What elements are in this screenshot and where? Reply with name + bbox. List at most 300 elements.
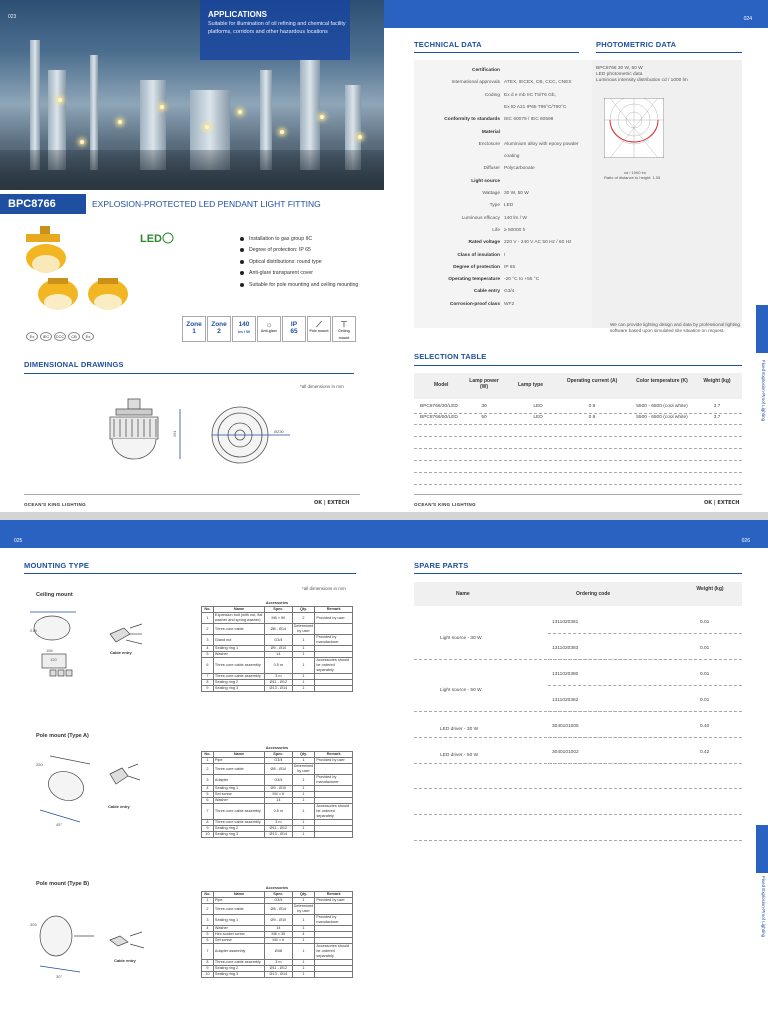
accessories-cell: Sealing ring 1	[213, 915, 264, 926]
accessories-cell: Provided by user	[315, 758, 353, 764]
part-name: LED driver - 30 W	[440, 727, 479, 732]
accessories-cell: Determined by user	[293, 904, 314, 913]
accessories-cell: Washer	[213, 926, 264, 932]
tech-value: Aluminium alloy with epoxy powder	[504, 141, 579, 147]
pole-mount-b-drawing	[30, 896, 160, 986]
accessories-cell: Adapter	[213, 775, 264, 786]
accessories-cell: Ø8 - Ø14	[265, 624, 293, 635]
tech-row	[414, 228, 592, 240]
accessories-col-header: Qty.	[292, 892, 315, 898]
accessories-cell: Sealing ring 2	[213, 680, 264, 686]
svg-text:305: 305	[30, 922, 37, 927]
accessories-cell: 6	[202, 938, 214, 944]
ordering-code: 3040101005	[552, 724, 579, 729]
selection-cell: LED	[533, 415, 543, 420]
dimension-note: *all dimensions in mm	[300, 384, 344, 389]
selection-cell: 0.9	[588, 404, 596, 409]
accessories-cell: M6 × 50	[265, 613, 293, 624]
part-name: LED driver - 50 W	[440, 753, 479, 758]
product-images	[26, 222, 136, 322]
tech-value: -20 °C to +55 °C	[504, 277, 540, 283]
accessories-cell: Provided by user	[315, 898, 353, 904]
accessories-cell	[315, 972, 353, 978]
photometric-data-title: PHOTOMETRIC DATA	[596, 40, 677, 49]
tech-label: Light source	[471, 178, 500, 184]
tech-label: Life	[492, 227, 500, 233]
accessories-cell: 8	[202, 680, 214, 686]
accessories-col-header: Qty.	[292, 607, 315, 613]
weight-value: 0.01	[700, 646, 710, 651]
accessories-col-header: Remark	[315, 607, 353, 613]
spare-parts-title: SPARE PARTS	[414, 561, 469, 570]
tech-value: 30 W, 50 W	[504, 191, 529, 196]
accessories-cell: Accessories should be ordered separately	[315, 944, 353, 960]
dimension-note: *all dimensions in mm	[302, 586, 346, 591]
accessories-cell: Three-core cable	[213, 904, 264, 915]
feature-item: Suitable for pole mounting and ceiling mounting	[240, 282, 358, 293]
tech-row	[414, 117, 592, 129]
ordering-code: 1311020381	[552, 620, 579, 625]
tech-label: Coding	[484, 92, 500, 98]
accessories-cell: Ø13 - Ø14	[265, 832, 293, 838]
page-number: 023	[8, 14, 17, 20]
accessories-cell: 1	[292, 652, 315, 658]
accessories-cell: 2	[202, 624, 214, 635]
accessories-cell: Ø11 - Ø12	[265, 680, 293, 686]
accessories-cell: 1	[292, 832, 315, 838]
tech-label: Cable entry	[473, 289, 500, 295]
tech-row	[414, 105, 592, 117]
feature-item: Installation to gas group IIC	[240, 236, 358, 247]
tech-label: Conformity to standards	[444, 117, 500, 123]
tech-value: ATEX, IECEX, CB, CCC, CNEX	[504, 80, 572, 86]
tech-label: Rated voltage	[468, 240, 500, 246]
accessories-cell: 7	[202, 804, 214, 820]
technical-data-title: TECHNICAL DATA	[414, 40, 482, 49]
accessories-cell: 4	[202, 786, 214, 792]
atex-badge-icon: Ex	[26, 332, 38, 341]
tech-value: WF2	[504, 301, 515, 307]
tech-value: G3/4	[504, 289, 515, 295]
cable-entry-label: Cable entry	[114, 958, 136, 963]
accessories-cell: 5	[202, 652, 214, 658]
accessories-col-header: Name	[213, 752, 264, 758]
header-band	[384, 0, 768, 28]
tech-value: Ex tD A21 IP65 T95°C/T80°C	[504, 104, 567, 110]
accessories-cell: G3/4	[265, 635, 293, 646]
table-row	[202, 832, 353, 838]
accessories-cell: 1	[292, 686, 315, 692]
accessories-cell: 1	[292, 658, 315, 674]
weight-value: 0.40	[700, 724, 710, 729]
table-row	[202, 904, 353, 915]
accessories-cell: Adapter assembly	[213, 944, 264, 960]
accessories-cell: 9	[202, 686, 214, 692]
accessories-cell: M6 × 35	[265, 932, 293, 938]
accessories-cell: 5	[202, 792, 214, 798]
accessories-col-header: Spec.	[265, 892, 293, 898]
selection-cell: 50	[481, 415, 487, 420]
spare-header	[414, 582, 742, 606]
tech-label: Diffuser	[483, 166, 500, 172]
accessories-col-header: Name	[213, 607, 264, 613]
footer-brand: OCEAN'S KING LIGHTING	[24, 502, 86, 507]
accessories-cell: Ø9 - Ø10	[265, 915, 293, 926]
header-band	[384, 520, 768, 548]
accessories-col-header: Remark	[315, 892, 353, 898]
accessories-cell: 0.5 m	[265, 658, 293, 674]
selection-cell: 5500 - 6500 (cool white)	[636, 415, 688, 420]
selection-table-title: SELECTION TABLE	[414, 352, 487, 361]
accessories-col-header: Spec.	[265, 752, 293, 758]
part-name: Light source - 30 W	[440, 636, 482, 641]
footer-logo: OK | EXTECH	[314, 500, 350, 506]
tech-row	[414, 142, 592, 154]
accessories-cell: Determined by user	[293, 764, 314, 773]
svg-text:156: 156	[46, 648, 53, 653]
selection-cell: 5500 - 6500 (cool white)	[636, 404, 688, 409]
accessories-cell: 3 m	[265, 960, 293, 966]
accessories-cell: 14	[265, 926, 293, 932]
col-header: Weight (kg)	[696, 586, 724, 592]
tech-label: Wattage	[482, 191, 500, 196]
tech-value: coating	[504, 154, 520, 160]
accessories-cell: 1	[292, 646, 315, 652]
accessories-cell: Sealing ring 3	[213, 972, 264, 978]
col-header: Weight (kg)	[703, 378, 731, 384]
part-name: Light source - 50 W	[440, 688, 482, 693]
tech-row	[414, 302, 592, 314]
accessories-cell: 4	[292, 932, 315, 938]
tech-row	[414, 130, 592, 142]
accessories-col-header: No.	[202, 892, 214, 898]
model-code: BPC8766	[0, 194, 86, 214]
dimensional-drawings-title: DIMENSIONAL DRAWINGS	[24, 360, 124, 369]
accessories-cell: Ø48	[265, 944, 293, 960]
accessories-cell: Provided by user	[315, 613, 353, 624]
tech-value: IP 65	[504, 264, 516, 270]
accessories-cell: 1	[292, 786, 315, 792]
accessories-cell: Sealing ring 1	[213, 646, 264, 652]
weight-value: 0.01	[700, 698, 710, 703]
tech-value: Ex d e mb IIC T5/T6 Gb,	[504, 92, 556, 98]
efficacy-icon: 140 lm / W	[232, 316, 256, 342]
col-header: Operating current (A)	[566, 378, 618, 384]
accessories-cell: Accessories should be ordered separately	[315, 804, 353, 820]
cable-entry-label: Cable entry	[108, 804, 130, 809]
ip65-icon: IP 65	[282, 316, 306, 342]
ccc-badge-icon: CCC	[55, 334, 65, 339]
accessories-cell: Three-core cable assembly	[213, 674, 264, 680]
accessories-cell: 1	[292, 966, 315, 972]
accessories-col-header: No.	[202, 607, 214, 613]
accessories-cell: 1	[292, 938, 315, 944]
accessories-cell: 7	[202, 944, 214, 960]
accessories-cell: 2	[292, 613, 315, 624]
accessories-cell: Gland nut	[213, 635, 264, 646]
tech-value: IEC 60079 / IEC 60598	[504, 117, 554, 123]
accessories-cell: Pipe	[213, 758, 264, 764]
accessories-col-header: Spec.	[265, 607, 293, 613]
photometric-line: Luminous intensity distribution cd / 1000 lm	[596, 78, 688, 83]
table-row	[202, 686, 353, 692]
accessories-cell: Set screw	[213, 792, 264, 798]
accessories-cell: 1	[292, 944, 315, 960]
polar-caption: cd / 1000 lm	[624, 170, 646, 175]
accessories-cell: 5	[202, 932, 214, 938]
accessories-cell: 7	[202, 674, 214, 680]
accessories-cell: 1	[202, 898, 214, 904]
col-header: Lamp power (W)	[469, 378, 499, 390]
accessories-cell: G3/4	[265, 775, 293, 786]
page-023	[0, 0, 384, 512]
page-number: 026	[741, 538, 750, 544]
side-text: Fixed Explosion-Proof Lighting	[761, 360, 766, 422]
tech-row	[414, 203, 592, 215]
accessories-cell: 8	[202, 960, 214, 966]
tech-row	[414, 253, 592, 265]
svg-text:120: 120	[50, 657, 57, 662]
page-024	[384, 0, 768, 512]
accessories-cell: Sealing ring 1	[213, 786, 264, 792]
model-name: EXPLOSION-PROTECTED LED PENDANT LIGHT FITTING	[92, 199, 321, 209]
tech-value: I	[504, 252, 506, 258]
table-row	[202, 804, 353, 820]
tech-row	[414, 68, 592, 80]
tech-row	[414, 277, 592, 289]
table-row	[202, 972, 353, 978]
table-row	[202, 915, 353, 926]
col-header: Name	[456, 591, 470, 597]
accessories-cell: 1	[292, 635, 315, 646]
accessories-cell: Provided by manufacturer	[315, 915, 353, 926]
tech-value: ≥ 50000 h	[504, 227, 526, 233]
accessories-cell: 1	[292, 898, 315, 904]
zone1-icon: Zone 1	[182, 316, 206, 342]
accessories-cell: 3 m	[265, 674, 293, 680]
table-row	[202, 764, 353, 775]
accessories-caption: Accessories	[265, 746, 289, 750]
tech-row	[414, 179, 592, 191]
svg-text:45°: 45°	[56, 822, 63, 827]
selection-cell: LED	[533, 404, 543, 409]
accessories-cell: 3	[202, 915, 214, 926]
svg-text:218: 218	[30, 628, 37, 633]
accessories-col-header: Remark	[315, 752, 353, 758]
accessories-cell: 1	[292, 826, 315, 832]
accessories-cell: Washer	[213, 798, 264, 804]
accessories-cell: 1	[292, 775, 315, 786]
accessories-col-header: Name	[213, 892, 264, 898]
accessories-cell: Ø8 - Ø14	[265, 764, 293, 775]
tech-row	[414, 289, 592, 301]
accessories-cell: 4	[202, 646, 214, 652]
accessories-cell: 10	[202, 832, 214, 838]
selection-cell: 3.7	[713, 415, 721, 420]
tech-label: International approvals	[451, 80, 500, 86]
ordering-code: 1311020380	[552, 672, 579, 677]
tech-label: Degree of protection	[453, 264, 500, 270]
accessories-cell: Ø13 - Ø14	[265, 686, 293, 692]
accessories-cell: 1	[292, 674, 315, 680]
side-text: Fixed Explosion-Proof Lighting	[761, 876, 766, 938]
svg-text:30°: 30°	[56, 974, 63, 979]
feature-item: Anti-glare transparent cover	[240, 270, 358, 281]
feature-item: Degree of protection: IP 65	[240, 247, 358, 258]
accessories-cell	[315, 686, 353, 692]
accessories-cell: 14	[265, 798, 293, 804]
accessories-cell: Three-core cable assembly	[213, 960, 264, 966]
anti-glare-icon: ☼ Anti-glare	[257, 316, 281, 342]
accessories-cell: 1	[292, 798, 315, 804]
accessories-cell: 2	[202, 764, 214, 775]
tech-row	[414, 191, 592, 203]
polar-caption: Ratio of distance to height: 1.05	[604, 175, 661, 180]
table-row	[202, 613, 353, 624]
weight-value: 0.01	[700, 620, 710, 625]
table-row	[202, 624, 353, 635]
footer-brand: OCEAN'S KING LIGHTING	[414, 502, 476, 507]
header-band	[0, 520, 384, 548]
selection-cell: BPC8766/50/LED	[420, 415, 458, 420]
accessories-table	[201, 886, 353, 978]
page-number: 024	[743, 16, 752, 22]
accessories-cell: G3/4	[265, 898, 293, 904]
accessories-cell	[315, 904, 353, 915]
col-header: Ordering code	[576, 591, 611, 597]
tech-row	[414, 166, 592, 178]
tech-label: Operating temperature	[448, 277, 500, 283]
tech-value: 220 V - 240 V AC 50 Hz / 60 Hz	[504, 240, 572, 246]
accessories-cell: Ø8 - Ø14	[265, 904, 293, 915]
weight-value: 0.42	[700, 750, 710, 755]
section-title: Pole mount (Type B)	[36, 881, 90, 887]
tech-value: LED	[504, 203, 514, 209]
zone2-icon: Zone 2	[207, 316, 231, 342]
accessories-cell: Provided by manufacturer	[315, 635, 353, 646]
accessories-cell: Accessories should be ordered separately	[315, 658, 353, 674]
ordering-code: 1311020383	[552, 646, 579, 651]
accessories-cell: Ø11 - Ø12	[265, 966, 293, 972]
ordering-code: 3040101002	[552, 750, 579, 755]
accessories-cell: Provided by manufacturer	[315, 775, 353, 786]
tech-label: Enclosure	[478, 141, 500, 147]
accessories-cell: 1	[292, 972, 315, 978]
tech-row	[414, 80, 592, 92]
led-logo	[140, 230, 174, 250]
accessories-cell: 14	[265, 652, 293, 658]
cb-badge-icon: CB	[68, 332, 80, 341]
design-note: We can provide lighting design and data by professional lighting software based upon simulated site situation on request.	[610, 322, 740, 333]
tech-value: 140 lm / W	[504, 215, 527, 221]
svg-text:250: 250	[36, 762, 43, 767]
tech-label: Material	[481, 129, 500, 135]
accessories-caption: Accessories	[265, 601, 289, 605]
accessories-col-header: Qty.	[292, 752, 315, 758]
accessories-cell: Ø9 - Ø10	[265, 786, 293, 792]
ordering-code: 1311020382	[552, 698, 579, 703]
section-title: Ceiling mount	[36, 592, 73, 598]
accessories-cell: 8	[202, 820, 214, 826]
accessories-cell: 3 m	[265, 820, 293, 826]
accessories-cell: 1	[292, 792, 315, 798]
applications-box	[200, 0, 350, 60]
accessories-cell: 1	[292, 804, 315, 820]
accessories-cell: 2	[202, 904, 214, 915]
model-bar	[0, 190, 384, 218]
page-number: 025	[14, 538, 23, 544]
accessories-cell: Ø13 - Ø14	[265, 972, 293, 978]
svg-text:LED: LED	[140, 233, 162, 245]
dimensional-drawing	[100, 395, 300, 485]
selection-header	[414, 373, 742, 399]
accessories-cell: Ø11 - Ø12	[265, 826, 293, 832]
tech-label: Certification	[472, 68, 500, 73]
photometric-panel	[592, 60, 742, 333]
side-tab	[756, 825, 768, 873]
accessories-cell: 6	[202, 658, 214, 674]
selection-cell: 3.7	[713, 404, 721, 409]
col-header: Color temperature (K)	[636, 378, 688, 384]
technical-data-table	[414, 60, 592, 328]
accessories-cell: 9	[202, 826, 214, 832]
cable-entry-label: Cable entry	[110, 650, 132, 655]
accessories-cell: 4	[202, 926, 214, 932]
accessories-cell	[315, 764, 353, 775]
accessories-cell: 3	[202, 775, 214, 786]
accessories-cell: Sealing ring 3	[213, 832, 264, 838]
accessories-cell: 1	[202, 613, 214, 624]
accessories-cell: 1	[202, 758, 214, 764]
accessories-cell: Determined by user	[293, 624, 314, 633]
page-025	[0, 520, 384, 1024]
tech-label: Type	[489, 203, 500, 209]
weight-value: 0.01	[700, 672, 710, 677]
feature-item: Optical distributions: round type	[240, 259, 358, 270]
accessories-cell: Three-core cable assembly	[213, 804, 264, 820]
pole-mount-a-drawing	[30, 750, 150, 830]
section-title: Pole mount (Type A)	[36, 733, 89, 739]
selection-cell: BPC8766/30/LED	[420, 404, 458, 409]
col-header: Lamp type	[518, 382, 544, 388]
applications-text: Suitable for illumination of oil refining and chemical facility platforms, corridors and other hazardous locations	[208, 21, 346, 35]
accessories-cell: Three-core cable assembly	[213, 820, 264, 826]
accessories-cell: 6	[202, 798, 214, 804]
accessories-cell: Sealing ring 2	[213, 826, 264, 832]
accessories-cell: M4 × 6	[265, 792, 293, 798]
tech-row	[414, 216, 592, 228]
accessories-cell: 3	[202, 635, 214, 646]
photometric-line: LED photometric data	[596, 72, 643, 77]
accessories-cell: M4 × 6	[265, 938, 293, 944]
accessories-cell	[315, 832, 353, 838]
accessories-cell: Three-core cable assembly	[213, 658, 264, 674]
ceiling-mount-drawing	[30, 608, 150, 688]
accessories-table	[201, 601, 353, 692]
accessories-cell: 1	[292, 758, 315, 764]
col-header: Model	[434, 382, 449, 388]
accessories-cell: Hex socket screw	[213, 932, 264, 938]
polar-diagram	[604, 98, 664, 158]
table-row	[202, 775, 353, 786]
side-tab	[756, 305, 768, 353]
accessories-cell	[315, 624, 353, 635]
tech-row	[414, 240, 592, 252]
tech-row	[414, 265, 592, 277]
mounting-type-title: MOUNTING TYPE	[24, 561, 90, 570]
table-row	[202, 944, 353, 960]
accessories-cell: 9	[202, 966, 214, 972]
